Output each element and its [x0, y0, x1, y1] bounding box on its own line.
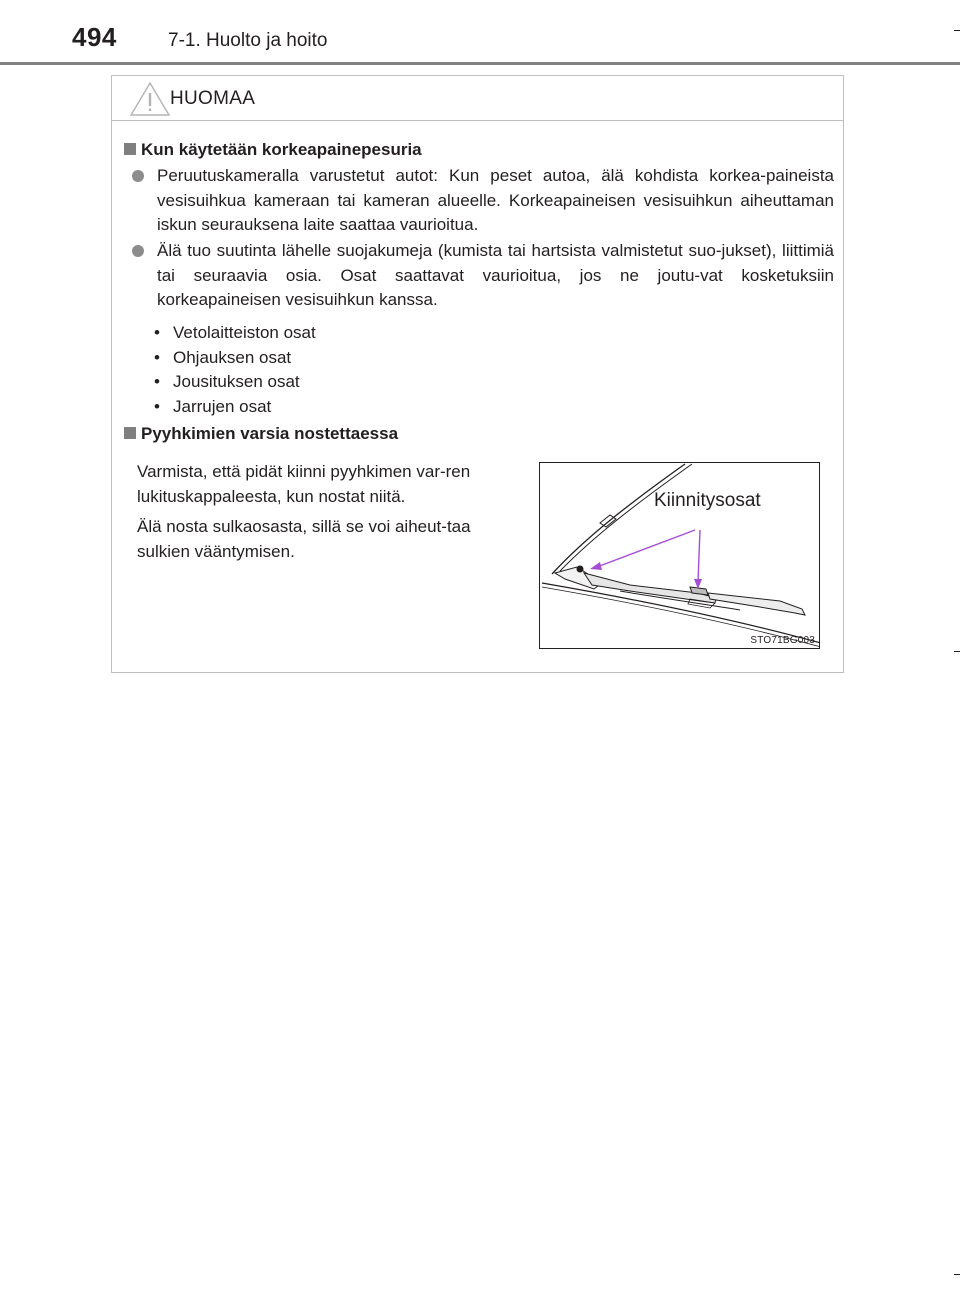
page-number: 494 — [72, 22, 117, 52]
paragraph: Älä nosta sulkaosasta, sillä se voi aiheut-taa sulkien vääntymisen. — [137, 517, 471, 561]
crop-mark — [954, 30, 960, 31]
list-item — [132, 164, 834, 238]
figure-code: STO71BG003 — [750, 635, 815, 646]
square-bullet-icon — [124, 143, 136, 155]
wiper-figure — [539, 462, 820, 649]
header-divider — [0, 62, 960, 65]
square-bullet-icon — [124, 427, 136, 439]
circle-bullet-icon — [132, 245, 144, 257]
sub-list-item: • Jarrujen osat — [154, 396, 272, 416]
section-heading — [124, 139, 422, 161]
circle-bullet-icon — [132, 170, 144, 182]
section-heading — [124, 423, 398, 445]
section-title: 7-1. Huolto ja hoito — [168, 30, 328, 51]
sub-list-item: • Jousituksen osat — [154, 372, 300, 391]
sub-list — [154, 321, 316, 419]
notice-title: HUOMAA — [170, 88, 256, 109]
sub-list-item: • Vetolaitteiston osat — [154, 323, 316, 342]
crop-mark — [954, 1274, 960, 1275]
figure-callout: Kiinnitysosat — [654, 490, 761, 511]
section-heading-text: Pyyhkimien varsia nostettaessa — [141, 424, 399, 443]
paragraph: Varmista, että pidät kiinni pyyhkimen var-ren lukituskappaleesta, kun nostat niitä. — [137, 462, 471, 506]
notice-box — [111, 75, 844, 673]
crop-mark — [954, 651, 960, 652]
list-item — [132, 239, 834, 313]
sub-list-item: • Ohjauksen osat — [154, 347, 292, 367]
warning-triangle-icon — [129, 81, 171, 117]
section-heading-text: Kun käytetään korkeapainepesuria — [141, 140, 422, 159]
list-item-text: Peruutuskameralla varustetut autot: Kun peset autoa, älä kohdista korkea-paineista vesisuihkua kameraan tai kameran alueelle. Korkeapaineisen vesisuihkun aiheuttaman iskun seurauksena laite saattaa vaurioitua. — [157, 166, 834, 234]
list-item-text: Älä tuo suutinta lähelle suojakumeja (kumista tai hartsista valmistetut suo-jukset), liittimiä tai seuraavia osia. Osat saattavat vaurioitua, jos ne joutu-vat kosketuksiin korkeapaineisen vesisuihkun kanssa. — [157, 241, 834, 309]
notice-header — [112, 76, 843, 121]
